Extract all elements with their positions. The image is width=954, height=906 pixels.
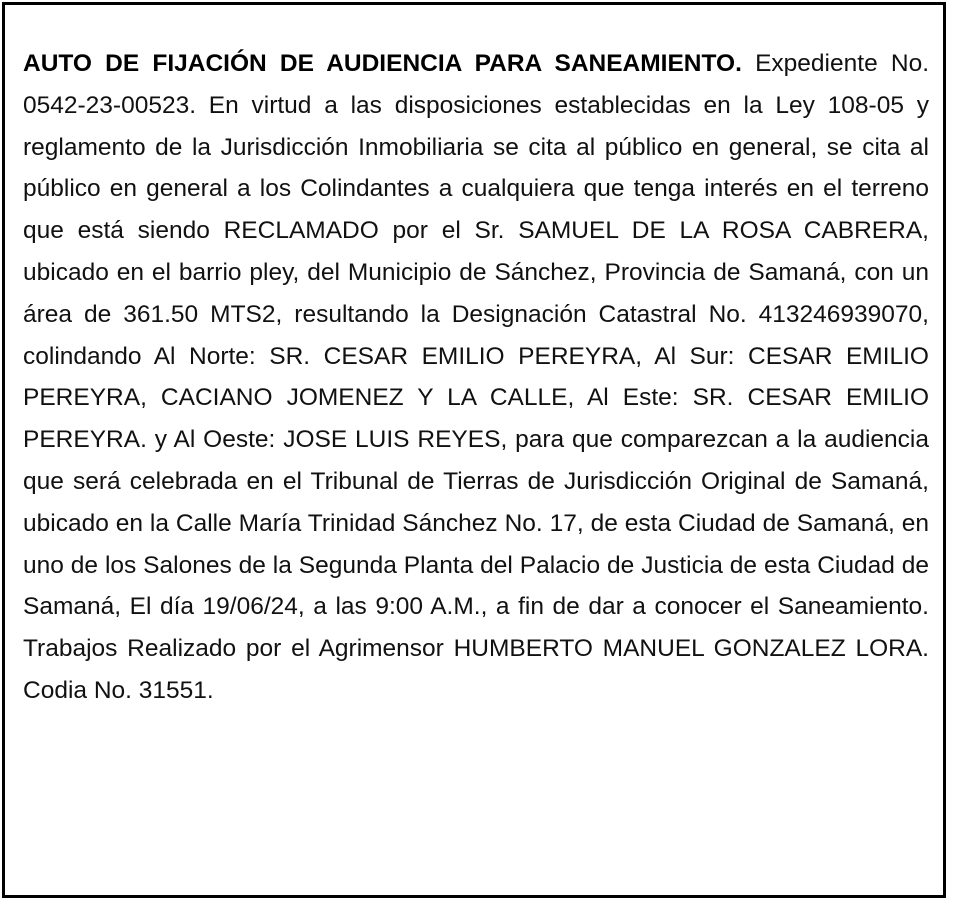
notice-body-text: Expediente No. 0542-23-00523. En virtud a las disposiciones establecidas en la Ley 108-05 y reglamento de la Jurisdicción Inmobiliaria se cita al público en general, se cita al público en general a los Colindantes a cualquiera que tenga interés en el terreno que está siendo RECLAMADO por el Sr. SAMUEL DE LA ROSA CABRERA, ubicado en el barrio pley, del Municipio de Sánchez, Provincia de Samaná, con un área de 361.50 MTS2, resultando la Designación Catastral No. 413246939070, colindando Al Norte: SR. CESAR EMILIO PEREYRA, Al Sur: CESAR EMILIO PEREYRA, CACIANO JOMENEZ Y LA CALLE, Al Este: SR. CESAR EMILIO PEREYRA. y Al Oeste: JOSE LUIS REYES, para que comparezcan a la audiencia que será celebrada en el Tribunal de Tierras de Jurisdicción Original de Samaná, ubicado en la Calle María Trinidad Sánchez No. 17, de esta Ciudad de Samaná, en uno de los Salones de la Segunda Planta del Palacio de Justicia de esta Ciudad de Samaná, El día 19/06/24, a las 9:00 A.M., a fin de dar a conocer el Saneamiento. Trabajos Realizado por el Agrimensor HUMBERTO MANUEL GONZALEZ LORA. Codia No. 31551. xyxy=(23,50,930,704)
notice-frame xyxy=(2,2,946,898)
notice-heading: AUTO DE FIJACIÓN DE AUDIENCIA PARA SANEAMIENTO. xyxy=(23,50,742,77)
notice-text xyxy=(23,43,929,712)
